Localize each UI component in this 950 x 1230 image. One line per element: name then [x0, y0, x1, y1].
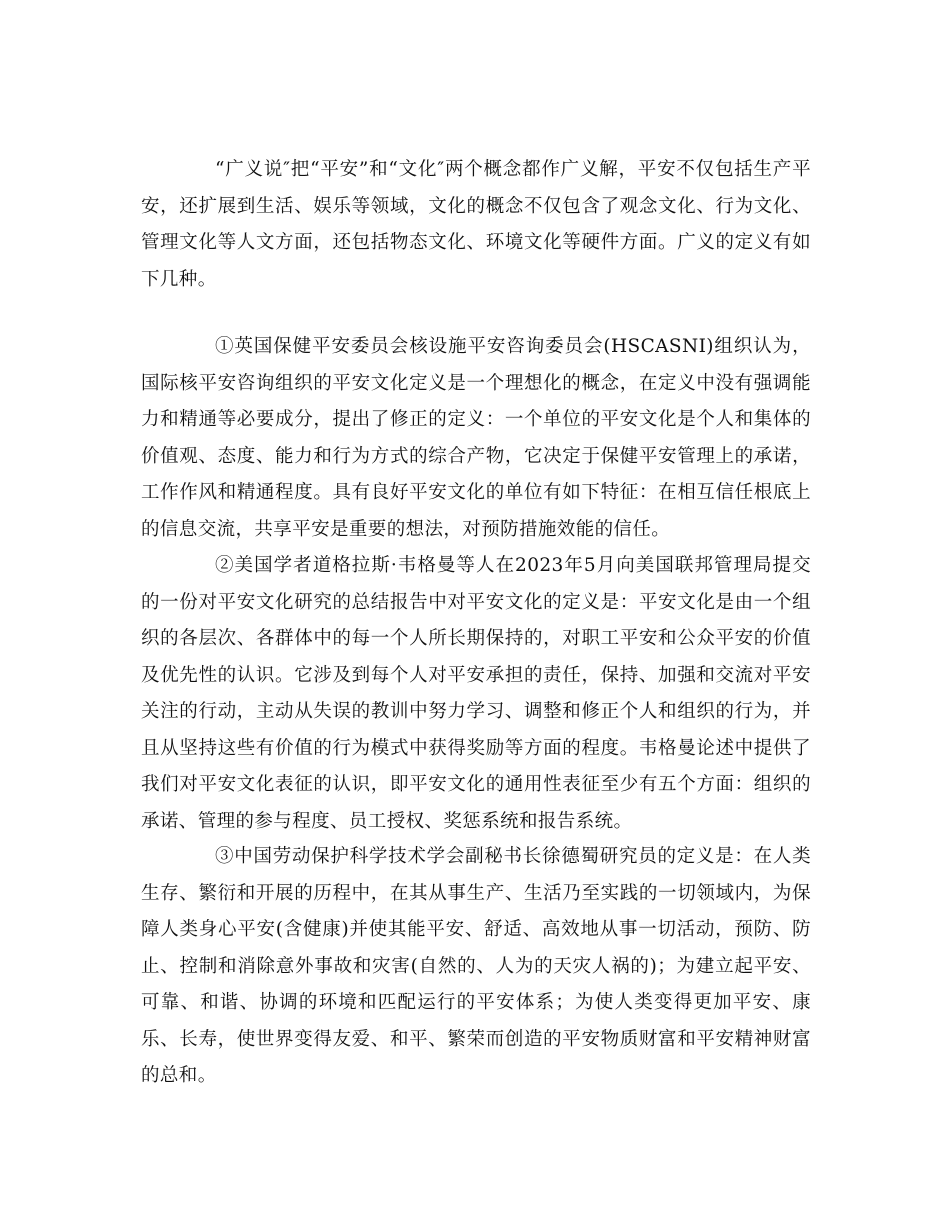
paragraph-definition-china-xu: ③中国劳动保护科学技术学会副秘书长徐德蜀研究员的定义是：在人类生存、繁衍和开展的历程中，在其从事生产、生活乃至实践的一切领域内，为保障人类身心平安(含健康)并使其能平安、舒适、高效地从事一切活动，预防、防止、控制和消除意外事故和灾害(自然的、人为的天灾人祸的)；为建立起平安、可靠、和谐、协调的环境和匹配运行的平安体系；为使人类变得更加平安、康乐、长寿，使世界变得友爱、和平、繁荣而创造的平安物质财富和平安精神财富的总和。 [141, 846, 811, 1086]
paragraph-definition-uk-hscasni: ①英国保健平安委员会核设施平安咨询委员会(HSCASNI)组织认为，国际核平安咨询组织的平安文化定义是一个理想化的概念，在定义中没有强调能力和精通等必要成分，提出了修正的定义：一个单位的平安文化是个人和集体的价值观、态度、能力和行为方式的综合产物，它决定于保健平安管理上的承诺，工作作风和精通程度。具有良好平安文化的单位有如下特征：在相互信任根底上的信息交流，共享平安是重要的想法，对预防措施效能的信任。 [141, 336, 811, 540]
paragraph-definition-us-wiegmann: ②美国学者道格拉斯·韦格曼等人在2023年5月向美国联邦管理局提交的一份对平安文化研究的总结报告中对平安文化的定义是：平安文化是由一个组织的各层次、各群体中的每一个人所长期保持的，对职工平安和公众平安的价值及优先性的认识。它涉及到每个人对平安承担的责任，保持、加强和交流对平安关注的行动，主动从失误的教训中努力学习、调整和修正个人和组织的行为，并且从坚持这些有价值的行为模式中获得奖励等方面的程度。韦格曼论述中提供了我们对平安文化表征的认识，即平安文化的通用性表征至少有五个方面：组织的承诺、管理的参与程度、员工授权、奖惩系统和报告系统。 [141, 555, 811, 832]
paragraph-broad-definition-intro: “广义说″把“平安”和“文化″两个概念都作广义解，平安不仅包括生产平安，还扩展到生活、娱乐等领域，文化的概念不仅包含了观念文化、行为文化、管理文化等人文方面，还包括物态文化、环境文化等硬件方面。广义的定义有如下几种。 [141, 159, 811, 290]
